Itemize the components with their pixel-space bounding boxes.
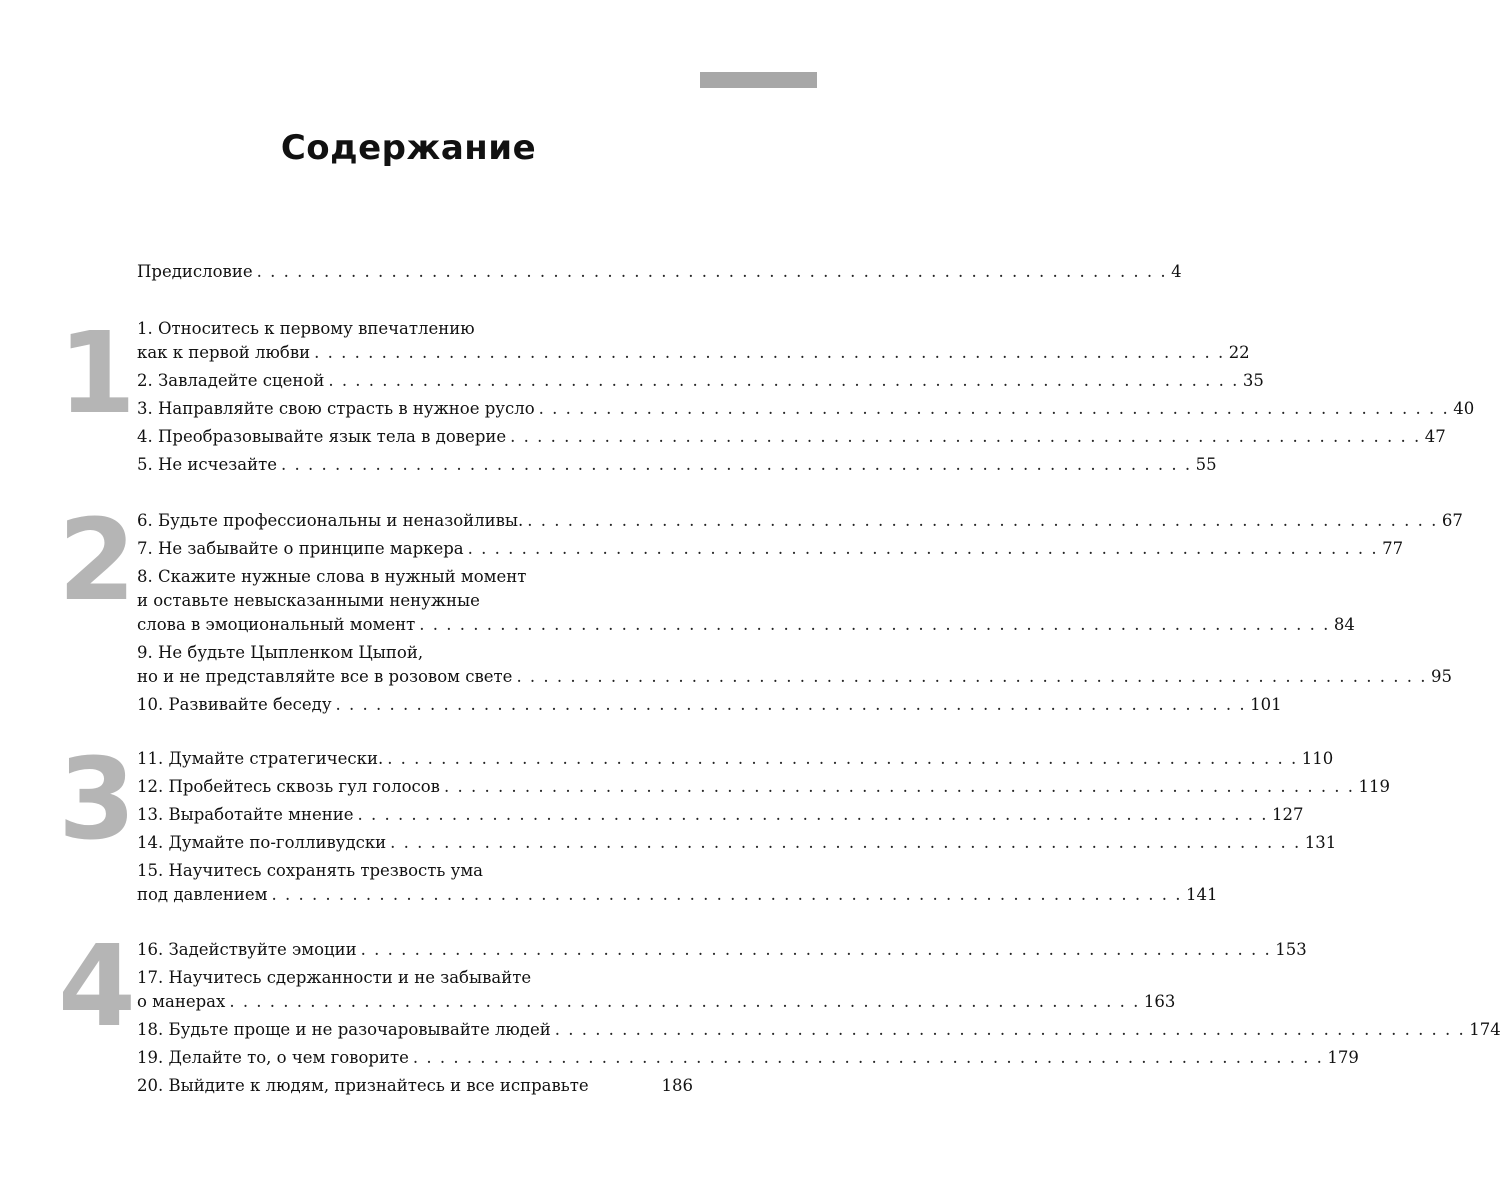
toc-leader-dots: . . . . . . . . . . . . . . . . . . . . . . . . . . . . . . . . . . . . . . . . . . . . . . . . . . . . . . . . . . . . . . . . . . . . [390, 833, 1301, 852]
toc-entry-title: 16. Задействуйте эмоции [137, 940, 357, 959]
toc-leader-dots: . . . . . . . . . . . . . . . . . . . . . . . . . . . . . . . . . . . . . . . . . . . . . . . . . . . . . . . . . . . . . . . . . . . . [443, 777, 1355, 796]
toc-page-number: 22 [1228, 343, 1250, 362]
toc-entry-title: 1. Относитесь к первому впечатлению [137, 319, 475, 338]
toc-entry-preface[interactable] [137, 259, 1182, 285]
toc-leader-dots: . . . . . . . . . . . . . . . . . . . . . . . . . . . . . . . . . . . . . . . . . . . . . . . . . . . . . . . . . . . . . . . . . . . . [229, 992, 1140, 1011]
toc-leader-dots: . . . . . . . . . . . . . . . . . . . . . . . . . . . . . . . . . . . . . . . . . . . . . . . . . . . . . . . . . . . . . . . . . . . . [516, 667, 1427, 686]
toc-entry-title: 20. Выйдите к людям, признайтесь и все исправьте [137, 1076, 589, 1095]
toc-entry-title: 10. Развивайте беседу [137, 695, 332, 714]
toc-entry-title: 6. Будьте профессиональны и неназойливы. [137, 511, 524, 530]
toc-entry-title: но и не представляйте все в розовом свете [137, 667, 513, 686]
toc-leader-dots: . . . . . . . . . . . . . . . . . . . . . . . . . . . . . . . . . . . . . . . . . . . . . . . . . . . . . . . . . . . . . . . . . . . . [554, 1020, 1466, 1039]
toc-page-number: 141 [1186, 885, 1218, 904]
page-title: Содержание [280, 128, 537, 168]
toc-page-number: 163 [1143, 992, 1176, 1011]
toc-entry-title: 13. Выработайте мнение [137, 805, 354, 824]
toc-entry-2[interactable] [137, 368, 1264, 394]
toc-entry-7[interactable] [137, 536, 1404, 562]
toc-entry-title: 3. Направляйте свою страсть в нужное русло [137, 399, 535, 418]
toc-leader-dots: . . . . . . . . . . . . . . . . . . . . . . . . . . . . . . . . . . . . . . . . . . . . . . . . . . . . . . . . . . . . . . . . . . . . [271, 885, 1183, 904]
toc-entry-6[interactable] [137, 508, 1463, 534]
toc-page-number: 153 [1275, 940, 1307, 959]
toc-leader-dots: . . . . . . . . . . . . . . . . . . . . . . . . . . . . . . . . . . . . . . . . . . . . . . . . . . . . . . . . . . . . . . . . . . . . [256, 262, 1168, 281]
toc-entry-title: 12. Пробейтесь сквозь гул голосов [137, 777, 440, 796]
toc-entry-8-line3[interactable] [137, 612, 1355, 638]
toc-entry-12[interactable] [137, 774, 1391, 800]
toc-page-number: 174 [1469, 1020, 1501, 1039]
toc-page-number: 84 [1333, 615, 1355, 634]
toc-entry-13[interactable] [137, 802, 1304, 828]
toc-leader-dots: . . . . . . . . . . . . . . . . . . . . . . . . . . . . . . . . . . . . . . . . . . . . . . . . . . . . . . . . . . . . . . . . . . . . [510, 427, 1421, 446]
toc-leader-dots: . . . . . . . . . . . . . . . . . . . . . . . . . . . . . . . . . . . . . . . . . . . . . . . . . . . . . . . . . . . . . . . . . . . . [328, 371, 1239, 390]
toc-page-number: 55 [1195, 455, 1217, 474]
toc-page-number: 35 [1242, 371, 1264, 390]
toc-page-number: 47 [1424, 427, 1446, 446]
toc-page-number: 95 [1431, 667, 1452, 686]
toc-entry-15-line1[interactable] [137, 858, 693, 884]
toc-page-number: 179 [1327, 1048, 1359, 1067]
toc-entry-17-line2[interactable] [137, 989, 1176, 1015]
toc-entry-title: и оставьте невысказанными ненужные [137, 591, 480, 610]
toc-entry-14[interactable] [137, 830, 1337, 856]
toc-entry-title: под давлением [137, 885, 268, 904]
toc-leader-dots: . . . . . . . . . . . . . . . . . . . . . . . . . . . . . . . . . . . . . . . . . . . . . . . . . . . . . . . . . . . . . . . . . . . . [335, 695, 1247, 714]
toc-entry-8-line2[interactable] [137, 588, 693, 614]
toc-leader-dots: . . . . . . . . . . . . . . . . . . . . . . . . . . . . . . . . . . . . . . . . . . . . . . . . . . . . . . . . . . . . . . . . . . . . [467, 539, 1379, 558]
corner-tab-marker [700, 72, 817, 88]
toc-entry-11[interactable] [137, 746, 1334, 772]
part-number-3: 3 [58, 735, 136, 865]
toc-leader-dots: . . . . . . . . . . . . . . . . . . . . . . . . . . . . . . . . . . . . . . . . . . . . . . . . . . . . . . . . . . . . . . . . . . . . [527, 511, 1438, 530]
toc-entry-title: 11. Думайте стратегически. [137, 749, 384, 768]
toc-page-number: 186 [661, 1076, 693, 1095]
part-number-1: 1 [58, 309, 136, 439]
toc-entry-title: Предисловие [137, 262, 253, 281]
toc-entry-18[interactable] [137, 1017, 1501, 1043]
toc-entry-title: о манерах [137, 992, 226, 1011]
toc-leader-dots: . . . . . . . . . . . . . . . . . . . . . . . . . . . . . . . . . . . . . . . . . . . . . . . . . . . . . . . . . . . . . . . . . . . . [538, 399, 1450, 418]
toc-entry-title: 15. Научитесь сохранять трезвость ума [137, 861, 483, 880]
toc-entry-title: 14. Думайте по-голливудски [137, 833, 387, 852]
toc-leader-dots: . . . . . . . . . . . . . . . . . . . . . . . . . . . . . . . . . . . . . . . . . . . . . . . . . . . . . . . . . . . . . . . . . . . . [360, 940, 1272, 959]
toc-entry-title: 17. Научитесь сдержанности и не забывайте [137, 968, 532, 987]
part-number-2: 2 [58, 496, 136, 626]
toc-leader-dots: . . . . . . . . . . . . . . . . . . . . . . . . . . . . . . . . . . . . . . . . . . . . . . . . . . . . . . . . . . . . . . . . . . . . [419, 615, 1330, 634]
toc-entry-5[interactable] [137, 452, 1217, 478]
toc-entry-title: 4. Преобразовывайте язык тела в доверие [137, 427, 507, 446]
toc-leader-dots: . . . . . . . . . . . . . . . . . . . . . . . . . . . . . . . . . . . . . . . . . . . . . . . . . . . . . . . . . . . . . . . . . . . . [281, 455, 1192, 474]
toc-page-number: 131 [1304, 833, 1337, 852]
toc-entry-15-line2[interactable] [137, 882, 1218, 908]
toc-entry-10[interactable] [137, 692, 1282, 718]
toc-entry-17-line1[interactable] [137, 965, 693, 991]
toc-entry-1-line1[interactable] [137, 316, 693, 342]
toc-page-number: 4 [1171, 262, 1182, 281]
toc-leader-dots: . . . . . . . . . . . . . . . . . . . . . . . . . . . . . . . . . . . . . . . . . . . . . . . . . . . . . . . . . . . . . . . . . . . . [412, 1048, 1324, 1067]
toc-entry-title: 18. Будьте проще и не разочаровывайте людей [137, 1020, 551, 1039]
toc-entry-9-line1[interactable] [137, 640, 693, 666]
toc-entry-8-line1[interactable] [137, 564, 693, 590]
toc-entry-20[interactable] [137, 1073, 693, 1099]
toc-page-number: 119 [1358, 777, 1391, 796]
toc-leader-dots: . . . . . . . . . . . . . . . . . . . . . . . . . . . . . . . . . . . . . . . . . . . . . . . . . . . . . . . . . . . . . . . . . . . . [314, 343, 1225, 362]
toc-page-number: 127 [1272, 805, 1304, 824]
toc-entry-title: 9. Не будьте Цыпленком Цыпой, [137, 643, 424, 662]
toc-entry-4[interactable] [137, 424, 1446, 450]
toc-page-number: 110 [1301, 749, 1334, 768]
toc-entry-16[interactable] [137, 937, 1307, 963]
toc-entry-title: 7. Не забывайте о принципе маркера [137, 539, 464, 558]
toc-entry-1-line2[interactable] [137, 340, 1250, 366]
toc-page-number: 67 [1441, 511, 1463, 530]
toc-entry-title: как к первой любви [137, 343, 311, 362]
toc-entry-title: 2. Завладейте сценой [137, 371, 325, 390]
toc-page-number: 40 [1453, 399, 1475, 418]
toc-leader-dots: . . . . . . . . . . . . . . . . . . . . . . . . . . . . . . . . . . . . . . . . . . . . . . . . . . . . . . . . . . . . . . . . . . . . [387, 749, 1298, 768]
toc-entry-title: 19. Делайте то, о чем говорите [137, 1048, 409, 1067]
toc-leader-dots: . . . . . . . . . . . . . . . . . . . . . . . . . . . . . . . . . . . . . . . . . . . . . . . . . . . . . . . . . . . . . . . . . . . . [357, 805, 1269, 824]
toc-entry-title: 8. Скажите нужные слова в нужный момент [137, 567, 527, 586]
toc-entry-title: слова в эмоциональный момент [137, 615, 416, 634]
toc-entry-9-line2[interactable] [137, 664, 1452, 690]
toc-entry-19[interactable] [137, 1045, 1359, 1071]
toc-page-number: 101 [1250, 695, 1282, 714]
toc-page-number: 77 [1382, 539, 1404, 558]
toc-entry-3[interactable] [137, 396, 1475, 422]
toc-entry-title: 5. Не исчезайте [137, 455, 278, 474]
part-number-4: 4 [58, 922, 136, 1052]
